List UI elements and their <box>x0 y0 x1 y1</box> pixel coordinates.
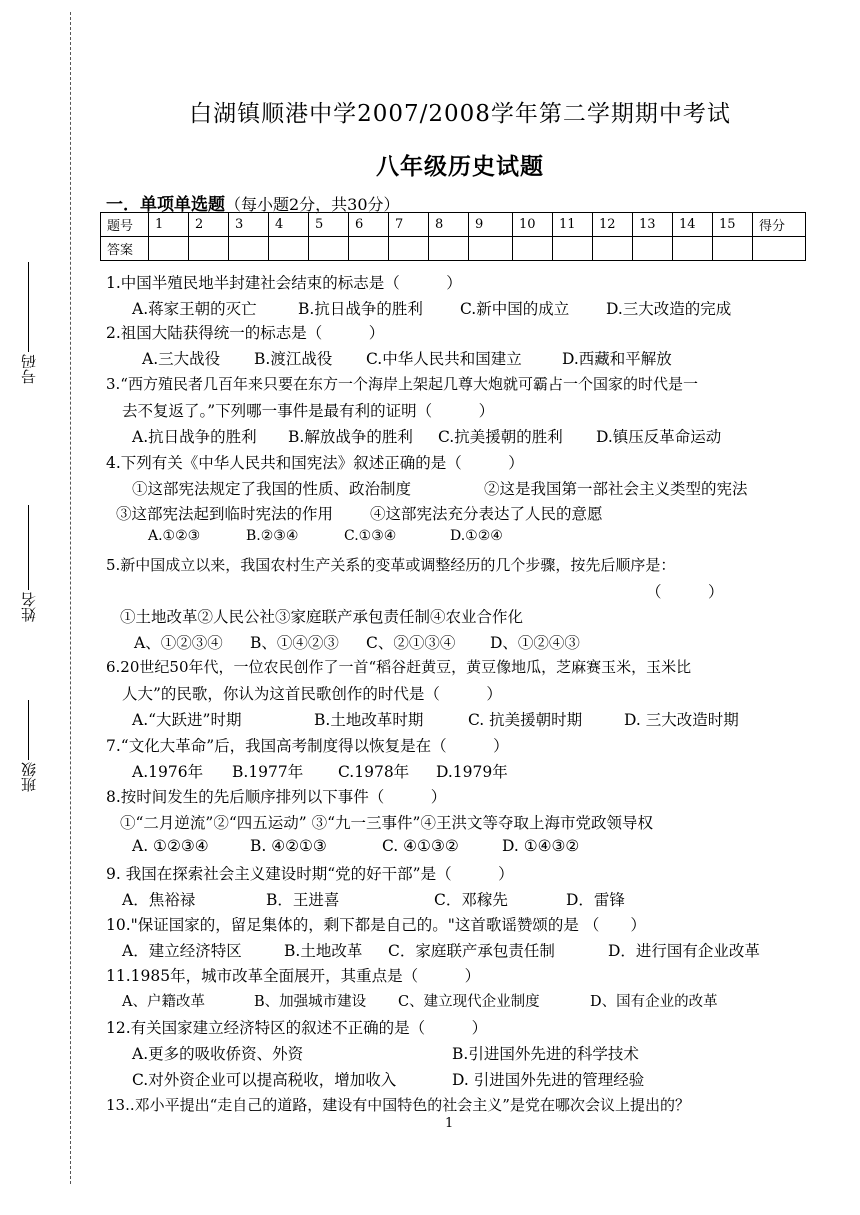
question-number-cell: 5 <box>309 213 349 237</box>
q4-option-d: D.①②④ <box>450 528 503 544</box>
q11-option-b: B、加强城市建设 <box>254 994 367 1010</box>
answer-cell[interactable] <box>513 237 553 261</box>
question-9: 9. 我国在探索社会主义建设时期“党的好干部”是（ ） <box>106 865 514 883</box>
q5-option-a: A、①②③④ <box>134 634 223 652</box>
question-4: 4.下列有关《中华人民共和国宪法》叙述正确的是（ ） <box>106 454 524 472</box>
exam-number-field[interactable] <box>18 262 58 384</box>
question-number-cell: 3 <box>229 213 269 237</box>
q6-option-a: A.“大跃进”时期 <box>132 711 242 729</box>
page-number: 1 <box>445 1116 454 1131</box>
question-number-cell: 1 <box>149 213 189 237</box>
q9-option-d: D．雷锋 <box>566 891 625 909</box>
question-number-cell: 8 <box>429 213 469 237</box>
question-13: 13..邓小平提出“走自己的道路，建设有中国特色的社会主义”是党在哪次会议上提出的？ <box>106 1096 690 1114</box>
q9-option-a: A．焦裕禄 <box>122 891 196 909</box>
q3-option-a: A.抗日战争的胜利 <box>132 428 257 446</box>
q5-answer-paren: （ ） <box>646 583 724 601</box>
q5-option-b: B、①④②③ <box>250 634 339 652</box>
answer-cell[interactable] <box>149 237 189 261</box>
q7-option-c: C.1978年 <box>338 763 410 781</box>
q3-option-b: B.解放战争的胜利 <box>288 428 413 446</box>
q3-option-d: D.镇压反革命运动 <box>596 428 722 446</box>
name-field[interactable] <box>18 505 58 622</box>
q7-option-a: A.1976年 <box>132 763 204 781</box>
q1-option-a: A.蒋家王朝的灭亡 <box>132 300 257 318</box>
answer-cell[interactable] <box>189 237 229 261</box>
exam-subtitle: 八年级历史试题 <box>376 153 544 180</box>
section-title: 一．单项单选题 <box>106 195 225 215</box>
question-10: 10."保证国家的，留足集体的，剩下都是自己的。"这首歌谣赞颂的是 （ ） <box>106 916 646 934</box>
q10-option-d: D．进行国有企业改革 <box>608 942 760 960</box>
q6-option-d: D. 三大改造时期 <box>624 711 739 729</box>
question-number-cell: 10 <box>513 213 553 237</box>
question-1: 1.中国半殖民地半封建社会结束的标志是（ ） <box>106 274 462 292</box>
answer-cell[interactable] <box>593 237 633 261</box>
q1-option-d: D.三大改造的完成 <box>606 300 732 318</box>
answer-cell[interactable] <box>429 237 469 261</box>
q7-option-d: D.1979年 <box>436 763 508 781</box>
question-number-cell: 14 <box>673 213 713 237</box>
class-field[interactable] <box>18 700 58 792</box>
score-label: 得分 <box>753 213 806 237</box>
question-number-cell: 13 <box>633 213 673 237</box>
q9-option-b: B．王进喜 <box>266 891 340 909</box>
answer-cell[interactable] <box>389 237 429 261</box>
question-6-line-2: 人大”的民歌，你认为这首民歌创作的时代是（ ） <box>122 685 502 703</box>
q5-option-c: C、②①③④ <box>366 634 456 652</box>
class-label: 班级 <box>20 762 38 792</box>
q4-statement-2: ②这是我国第一部社会主义类型的宪法 <box>484 480 748 498</box>
question-number-cell: 11 <box>553 213 593 237</box>
q8-option-d: D. ①④③② <box>502 837 580 855</box>
exam-number-label: 号码 <box>20 354 38 384</box>
question-8: 8.按时间发生的先后顺序排列以下事件（ ） <box>106 788 447 806</box>
question-number-cell: 15 <box>713 213 753 237</box>
answer-cell[interactable] <box>553 237 593 261</box>
q8-option-a: A. ①②③④ <box>132 837 209 855</box>
question-number-cell: 12 <box>593 213 633 237</box>
answer-cell[interactable] <box>309 237 349 261</box>
answer-table-answer-row <box>101 237 806 261</box>
q4-option-a: A.①②③ <box>148 528 201 544</box>
q2-option-b: B.渡江战役 <box>254 350 333 368</box>
answer-cell[interactable] <box>469 237 513 261</box>
question-6-line-1: 6.20世纪50年代，一位农民创作了一首“稻谷赶黄豆，黄豆像地瓜，芝麻赛玉米，玉米比 <box>106 658 692 676</box>
q1-option-b: B.抗日战争的胜利 <box>298 300 423 318</box>
answer-label: 答案 <box>101 237 149 261</box>
q2-option-a: A.三大战役 <box>142 350 221 368</box>
question-11: 11.1985年，城市改革全面展开，其重点是（ ） <box>106 967 481 985</box>
score-cell[interactable] <box>753 237 806 261</box>
answer-table <box>100 212 806 261</box>
q12-option-a: A.更多的吸收侨资、外资 <box>132 1045 304 1063</box>
name-label: 姓名 <box>20 592 38 622</box>
q11-option-a: A、户籍改革 <box>122 994 205 1010</box>
q7-option-b: B.1977年 <box>232 763 304 781</box>
q4-statement-4: ④这部宪法充分表达了人民的意愿 <box>370 505 603 523</box>
answer-cell[interactable] <box>673 237 713 261</box>
question-number-cell: 6 <box>349 213 389 237</box>
q10-option-c: C．家庭联产承包责任制 <box>388 942 555 960</box>
question-number-cell: 2 <box>189 213 229 237</box>
q8-option-c: C. ④①③② <box>382 837 459 855</box>
binding-dashed-line <box>70 12 71 1184</box>
q4-statement-1: ①这部宪法规定了我国的性质、政治制度 <box>132 480 412 498</box>
q12-option-b: B.引进国外先进的科学技术 <box>452 1045 639 1063</box>
question-3-line-1: 3.“西方殖民者几百年来只要在东方一个海岸上架起几尊大炮就可霸占一个国家的时代是一 <box>106 375 698 393</box>
q9-option-c: C．邓稼先 <box>434 891 508 909</box>
q4-option-c: C.①③④ <box>344 528 397 544</box>
question-5: 5.新中国成立以来，我国农村生产关系的变革或调整经历的几个步骤，按先后顺序是： <box>106 556 676 574</box>
q10-option-b: B.土地改革 <box>284 942 363 960</box>
answer-cell[interactable] <box>269 237 309 261</box>
answer-table-header-row <box>101 213 806 237</box>
q2-option-c: C.中华人民共和国建立 <box>366 350 522 368</box>
question-2: 2.祖国大陆获得统一的标志是（ ） <box>106 324 385 342</box>
q6-option-c: C. 抗美援朝时期 <box>468 711 583 729</box>
answer-cell[interactable] <box>633 237 673 261</box>
q10-option-a: A．建立经济特区 <box>122 942 242 960</box>
q6-option-b: B.土地改革时期 <box>314 711 424 729</box>
exam-title: 白湖镇顺港中学2007/2008学年第二学期期中考试 <box>189 101 731 127</box>
q5-items: ①土地改革②人民公社③家庭联产承包责任制④农业合作化 <box>120 608 524 626</box>
q12-option-c: C.对外资企业可以提高税收，增加收入 <box>132 1071 397 1089</box>
q2-option-d: D.西藏和平解放 <box>562 350 672 368</box>
section-note: （每小题2分，共30分） <box>225 195 400 214</box>
answer-cell[interactable] <box>713 237 753 261</box>
question-7: 7.“文化大革命”后，我国高考制度得以恢复是在（ ） <box>106 737 509 755</box>
q1-option-c: C.新中国的成立 <box>460 300 570 318</box>
q8-items: ①“二月逆流”②“四五运动” ③“九一三事件”④王洪文等夺取上海市党政领导权 <box>120 814 653 832</box>
q8-option-b: B. ④②①③ <box>250 837 327 855</box>
q4-statement-3: ③这部宪法起到临时宪法的作用 <box>116 505 334 523</box>
question-12: 12.有关国家建立经济特区的叙述不正确的是（ ） <box>106 1019 488 1037</box>
answer-cell[interactable] <box>229 237 269 261</box>
q11-option-d: D、国有企业的改革 <box>590 994 718 1010</box>
question-number-cell: 4 <box>269 213 309 237</box>
q11-option-c: C、建立现代企业制度 <box>398 994 540 1010</box>
question-3-line-2: 去不复返了。”下列哪一事件是最有利的证明（ ） <box>122 402 495 420</box>
question-number-label: 题号 <box>101 213 149 237</box>
q12-option-d: D. 引进国外先进的管理经验 <box>452 1071 645 1089</box>
question-number-cell: 9 <box>469 213 513 237</box>
question-number-cell: 7 <box>389 213 429 237</box>
q5-option-d: D、①②④③ <box>490 634 580 652</box>
q4-option-b: B.②③④ <box>246 528 299 544</box>
q3-option-c: C.抗美援朝的胜利 <box>438 428 563 446</box>
answer-cell[interactable] <box>349 237 389 261</box>
